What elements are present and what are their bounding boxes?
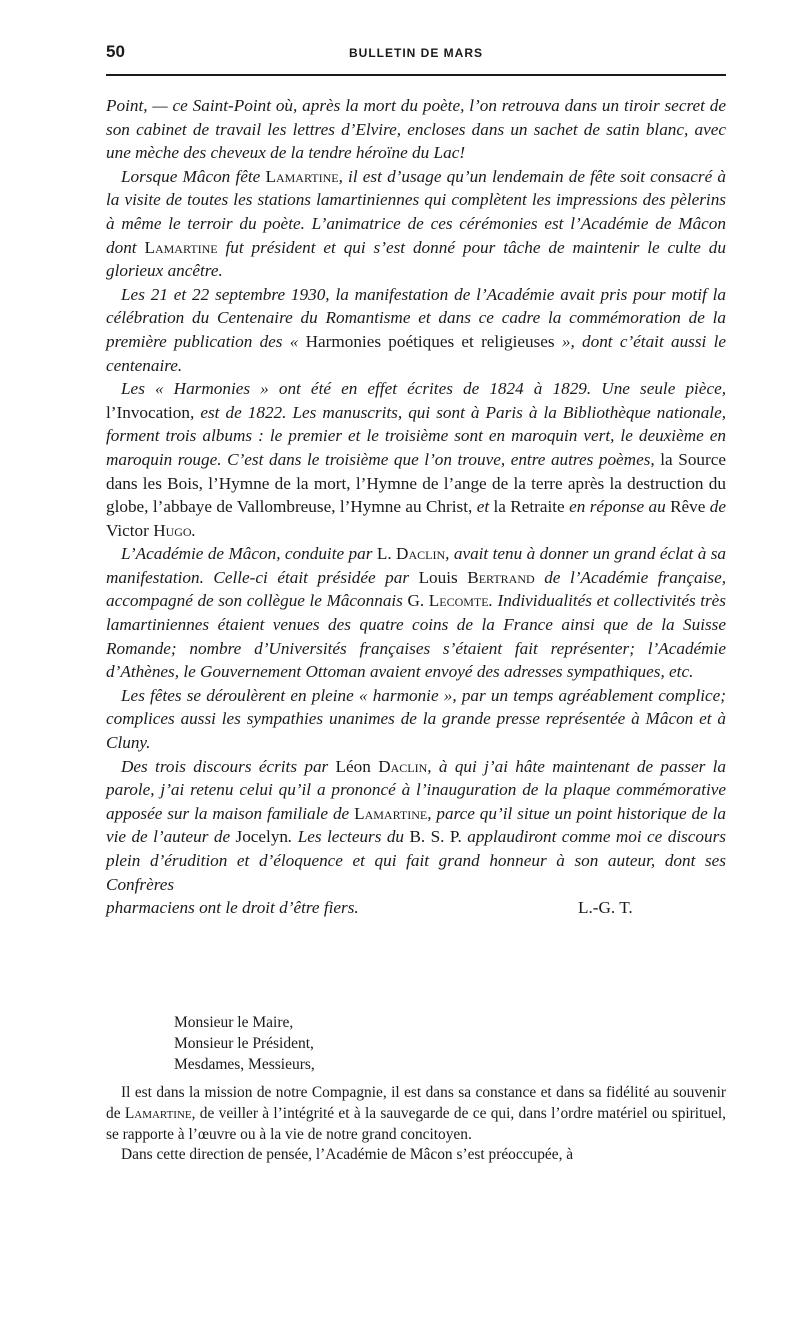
text: Les « Harmonies » ont été en effet écrites de 1824 à 1829. Une seule pièce, — [121, 379, 726, 399]
work-title: l’Invocation — [106, 402, 190, 422]
paragraph-7 — [106, 755, 726, 897]
person-name: Victor — [106, 520, 149, 540]
text: de — [705, 497, 727, 517]
text: Dans cette direction de pensée, l’Académie de Mâcon s’est préoccupée, à — [121, 1146, 574, 1164]
text: », dont c’était aussi le centenaire. — [106, 331, 726, 375]
paragraph-6 — [106, 684, 726, 755]
author-name: Lamartine — [354, 803, 428, 823]
person-surname: Daclin — [378, 756, 428, 776]
article-body — [106, 94, 726, 920]
salutation-line: Monsieur le Maire, — [174, 1014, 294, 1031]
text: Les 21 et 22 septembre 1930, la manifestation de l’Académie avait pris pour motif la célébration du Centenaire du Romantisme et dans ce cadre la commémoration de la première publication des « — [106, 284, 726, 351]
text: , de veiller à l’intégrité et à la sauvegarde de ce qui, dans l’ordre matériel ou spirituel, se rapporte à l’œuvre ou à la vie de notre grand concitoyen. — [106, 1104, 726, 1143]
page-header — [106, 42, 726, 68]
paragraph-3 — [106, 283, 726, 377]
author-name: Lamartine — [124, 1104, 192, 1122]
speech-paragraph-1 — [106, 1083, 726, 1145]
header-rule — [106, 74, 726, 76]
work-titles: la Source dans les Bois, l’Hymne de la mort, l’Hymne de l’ange de la terre après la destruction du globe, l’abbaye de Vallombreuse, l’Hymne au Christ, — [106, 449, 726, 517]
text: applaudiront comme moi ce discours plein d’érudition et d’éloquence et qui fait grand honneur à son auteur, dont ses Confrères — [106, 827, 726, 894]
author-name: Lamartine — [144, 237, 218, 257]
paragraph-2 — [106, 165, 726, 283]
text: fut président et qui s’est donné pour tâche de maintenir le culte du glorieux ancêtre. — [106, 237, 726, 281]
salutation-line: Monsieur le Président, — [174, 1035, 314, 1052]
person-surname: Bertrand — [467, 567, 535, 587]
text: . — [191, 520, 196, 540]
text: . Les lecteurs du — [288, 827, 410, 847]
person-name: L. Daclin — [376, 544, 446, 564]
text: , à qui j’ai hâte maintenant de passer la parole, j’ai retenu celui qu’il a prononcé à l’inauguration de la plaque commémorative apposée sur la maison familiale de — [106, 756, 726, 823]
paragraph-4 — [106, 377, 726, 542]
person-name: G. Lecomte — [407, 591, 489, 611]
paragraph-5 — [106, 542, 726, 684]
author-name: Lamartine — [265, 166, 339, 186]
closing-text: pharmaciens ont le droit d’être fiers. — [106, 898, 359, 918]
paragraph-1 — [106, 94, 726, 165]
work-title: Jocelyn — [235, 827, 289, 847]
speech-body — [106, 1083, 726, 1166]
text: , est de 1822. Les manuscrits, qui sont à Paris à la Bibliothèque nationale, forment trois albums : le premier et le troisième sont en maroquin vert, le deuxième en maroquin rouge. C’est dans le troisième que l’on trouve, entre autres poèmes, — [106, 402, 726, 469]
text: Les fêtes se déroulèrent en pleine « harmonie », par un temps agréablement complice; complices aussi les sympathies unanimes de la grande presse représentée à Mâcon et à Cluny. — [106, 685, 726, 753]
text: Il est dans la mission de notre Compagnie, il est dans sa constance et dans sa fidélité au souvenir de — [106, 1084, 726, 1122]
signature: L.-G. T. — [578, 898, 633, 918]
salutation — [174, 1012, 624, 1075]
text: , avait tenu à donner un grand éclat à sa manifestation. Celle-ci était présidée par — [106, 544, 726, 587]
text: L’Académie de Mâcon, conduite par — [121, 544, 377, 564]
page-number: 50 — [106, 42, 125, 61]
text: Des trois discours écrits par — [121, 756, 336, 776]
running-title: BULLETIN DE MARS — [349, 46, 483, 60]
text: , il est d’usage qu’un lendemain de fête soit consacré à la visite de toutes les stations lamartiniennes qui complètent les impressions des pèlerins à même le terroir du poète. L’animatrice de ces cérémonies est l’Académie de Mâcon dont — [106, 166, 726, 257]
work-title: Rêve — [670, 497, 706, 517]
text: Lorsque Mâcon fête — [121, 166, 266, 186]
text: . Individualités et collectivités très lamartiniennes étaient venues des quatre coins de la France ainsi que de la Suisse Romande; nombre d’Universités françaises s’étaient fait représenter; l’Académie d’Athènes, le Gouvernement Ottoman avaient envoyé des adresses sympathiques, etc. — [106, 591, 726, 682]
text: , parce qu’il situe un point historique de la vie de l’auteur de — [106, 803, 726, 847]
person-surname: Hugo — [153, 520, 192, 540]
text: et — [472, 497, 494, 517]
text: Point, — ce Saint-Point où, après la mort du poète, l’on retrouva dans un tiroir secret de son cabinet de travail les lettres d’Elvire, encloses dans un sachet de satin blanc, avec une mèche des cheveux de la tendre héroïne du Lac! — [106, 96, 726, 163]
person-name: Léon — [335, 756, 371, 776]
person-name: Louis — [418, 567, 458, 587]
salutation-line: Mesdames, Messieurs, — [174, 1056, 315, 1073]
work-title: Harmonies poétiques et religieuses — [305, 331, 555, 351]
work-title: la Retraite — [493, 497, 565, 517]
closing-line — [106, 896, 726, 920]
text: en réponse au — [564, 497, 671, 517]
speech-paragraph-2 — [106, 1145, 726, 1166]
text: de l’Académie française, accompagné de son collègue le Mâconnais — [106, 567, 726, 611]
journal-abbrev: B. S. P. — [409, 827, 462, 847]
